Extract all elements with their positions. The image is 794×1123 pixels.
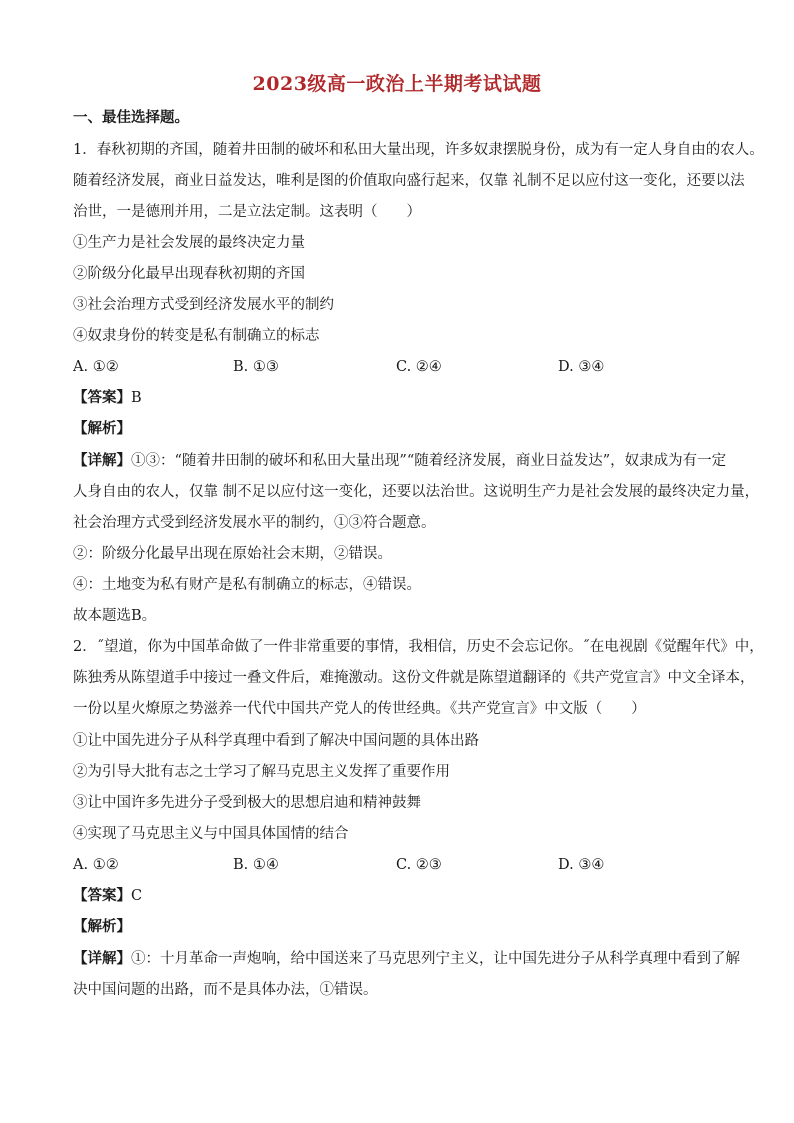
- q2-option-d: D. ③④: [558, 857, 605, 873]
- q2-detail-line: 决中国问题的出路，而不是具体办法，①错误。: [73, 982, 378, 998]
- q1-option-a: A. ①②: [73, 359, 119, 375]
- q2-statement: ②为引导大批有志之士学习了解马克思主义发挥了重要作用: [73, 764, 450, 780]
- q2-option-a: A. ①②: [73, 857, 119, 873]
- q1-option-b: B. ①③: [233, 359, 279, 375]
- q1-statement: ③社会治理方式受到经济发展水平的制约: [73, 297, 334, 313]
- q1-option-d: D. ③④: [558, 359, 605, 375]
- q1-analysis-tag: 【解析】: [73, 420, 131, 437]
- q1-statement: ①生产力是社会发展的最终决定力量: [73, 235, 305, 251]
- q1-detail-line: ④：土地变为私有财产是私有制确立的标志，④错误。: [73, 577, 421, 593]
- answer-value: B: [131, 390, 142, 406]
- q1-detail-line: ②：阶级分化最早出现在原始社会末期，②错误。: [73, 546, 392, 562]
- q2-stem-line: 陈独秀从陈望道手中接过一叠文件后，难掩激动。这份文件就是陈望道翻译的《共产党宣言》中文全译本，: [73, 670, 755, 686]
- answer-tag: 【答案】: [73, 389, 131, 406]
- q2-analysis-tag: 【解析】: [73, 918, 131, 935]
- page-title: 2023级高一政治上半期考试试题: [252, 73, 542, 95]
- q1-statement: ④奴隶身份的转变是私有制确立的标志: [73, 328, 320, 344]
- q2-option-b: B. ①④: [233, 857, 279, 873]
- q2-stem-line: 一份以星火燎原之势滋养一代代中国共产党人的传世经典。《共产党宣言》中文版（ ）: [73, 701, 646, 717]
- q2-detail-line: [73, 949, 740, 969]
- q1-stem-line: 1．春秋初期的齐国，随着井田制的破坏和私田大量出现，许多奴隶摆脱身份，成为有一定人身自由的农人。: [73, 142, 764, 158]
- section-heading: 一、最佳选择题。: [73, 109, 189, 126]
- q1-detail-line: 人身自由的农人，仅靠 制不足以应付这一变化，还要以法治世。这说明生产力是社会发展的最终决定力量，: [73, 484, 760, 500]
- q1-option-c: C. ②④: [396, 359, 442, 375]
- q1-statement: ②阶级分化最早出现春秋初期的齐国: [73, 266, 305, 282]
- q1-stem-line: 随着经济发展，商业日益发达，唯利是图的价值取向盛行起来，仅靠 礼制不足以应付这一变化，还要以法: [73, 173, 745, 189]
- q2-stem-line: 2．˝望道，你为中国革命做了一件非常重要的事情，我相信，历史不会忘记你。˝在电视剧《觉醒年代》中，: [73, 639, 764, 655]
- q2-statement: ③让中国许多先进分子受到极大的思想启迪和精神鼓舞: [73, 795, 421, 811]
- q2-statement: ①让中国先进分子从科学真理中看到了解决中国问题的具体出路: [73, 733, 479, 749]
- answer-value: C: [131, 888, 143, 904]
- detail-tag: 【详解】: [73, 950, 131, 967]
- detail-tag: 【详解】: [73, 452, 131, 469]
- detail-text: ①③：“随着井田制的破坏和私田大量出现”“随着经济发展，商业日益发达”，奴隶成为有一定: [131, 453, 727, 469]
- q1-answer: [73, 388, 733, 408]
- q1-detail-line: [73, 451, 733, 471]
- q2-option-c: C. ②③: [396, 857, 442, 873]
- q1-detail-line: 社会治理方式受到经济发展水平的制约，①③符合题意。: [73, 515, 436, 531]
- detail-text: ①：十月革命一声炮响，给中国送来了马克思列宁主义，让中国先进分子从科学真理中看到了解: [131, 951, 740, 967]
- q2-answer: [73, 886, 733, 906]
- answer-tag: 【答案】: [73, 887, 131, 904]
- q1-detail-line: 故本题选B。: [73, 608, 157, 624]
- q1-stem-line: 治世，一是德刑并用，二是立法定制。这表明（ ）: [73, 204, 421, 220]
- q2-statement: ④实现了马克思主义与中国具体国情的结合: [73, 826, 349, 842]
